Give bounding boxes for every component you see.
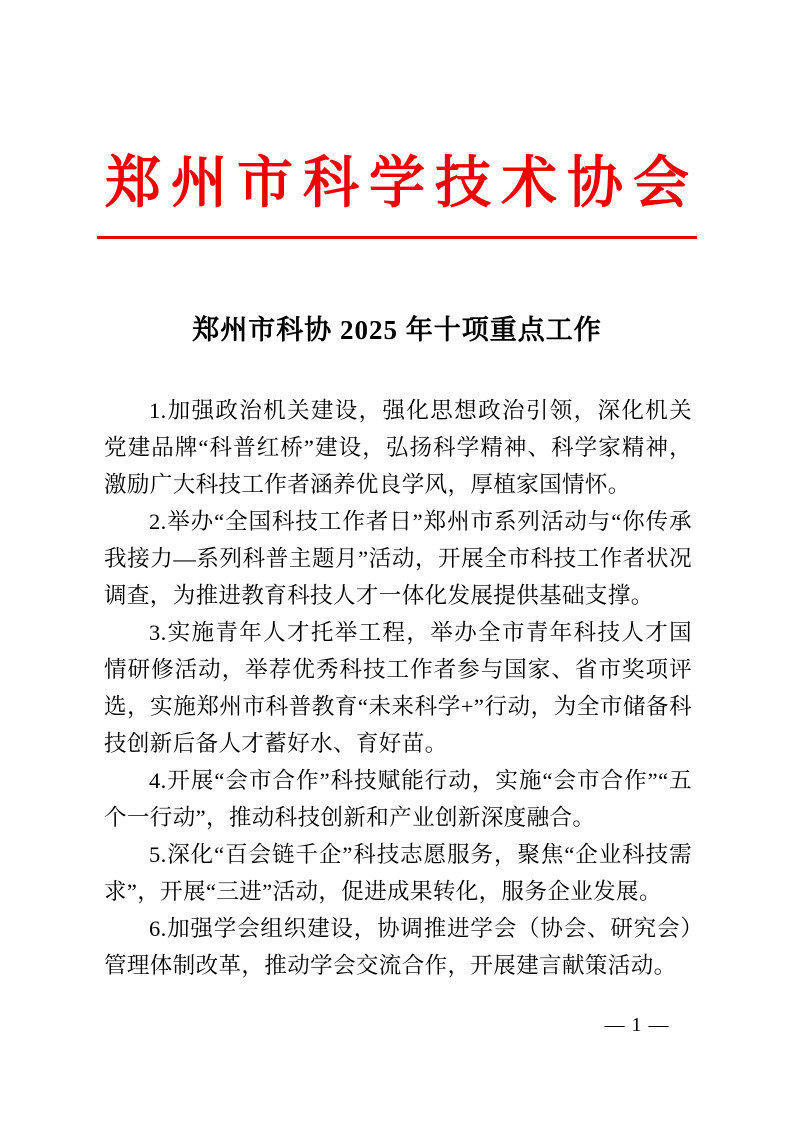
- letterhead: [0, 150, 794, 239]
- page-title: 郑州市科协 2025 年十项重点工作: [192, 315, 602, 345]
- body-paragraph: 4.开展“会市合作”科技赋能行动，实施“会市合作”“五个一行动”，推动科技创新和产业创新深度融合。: [104, 768, 692, 830]
- document-body: [104, 392, 692, 984]
- body-paragraph: 1.加强政治机关建设，强化思想政治引领，深化机关党建品牌“科普红桥”建设，弘扬科学精神、科学家精神，激励广大科技工作者涵养优良学风，厚植家国情怀。: [104, 398, 692, 497]
- body-paragraph: 3.实施青年人才托举工程，举办全市青年科技人才国情研修活动，举荐优秀科技工作者参与国家、省市奖项评选，实施郑州市科普教育“未来科学+”行动，为全市储备科技创新后备人才蓄好水、育好苗。: [104, 620, 692, 756]
- page-footer: [0, 1014, 794, 1037]
- body-paragraph: 6.加强学会组织建设，协调推进学会（协会、研究会）管理体制改革，推动学会交流合作，开展建言献策活动。: [104, 916, 692, 978]
- letterhead-organization-title: 郑州市科学技术协会: [105, 153, 699, 215]
- body-paragraph: 5.深化“百会链千企”科技志愿服务，聚焦“企业科技需求”，开展“三进”活动，促进成果转化，服务企业发展。: [104, 842, 692, 904]
- body-paragraph: 2.举办“全国科技工作者日”郑州市系列活动与“你传承 我接力—系列科普主题月”活动，开展全市科技工作者状况调查，为推进教育科技人才一体化发展提供基础支撑。: [104, 509, 692, 608]
- page-number: — 1 —: [604, 1014, 670, 1036]
- letterhead-divider-rule: [97, 236, 697, 239]
